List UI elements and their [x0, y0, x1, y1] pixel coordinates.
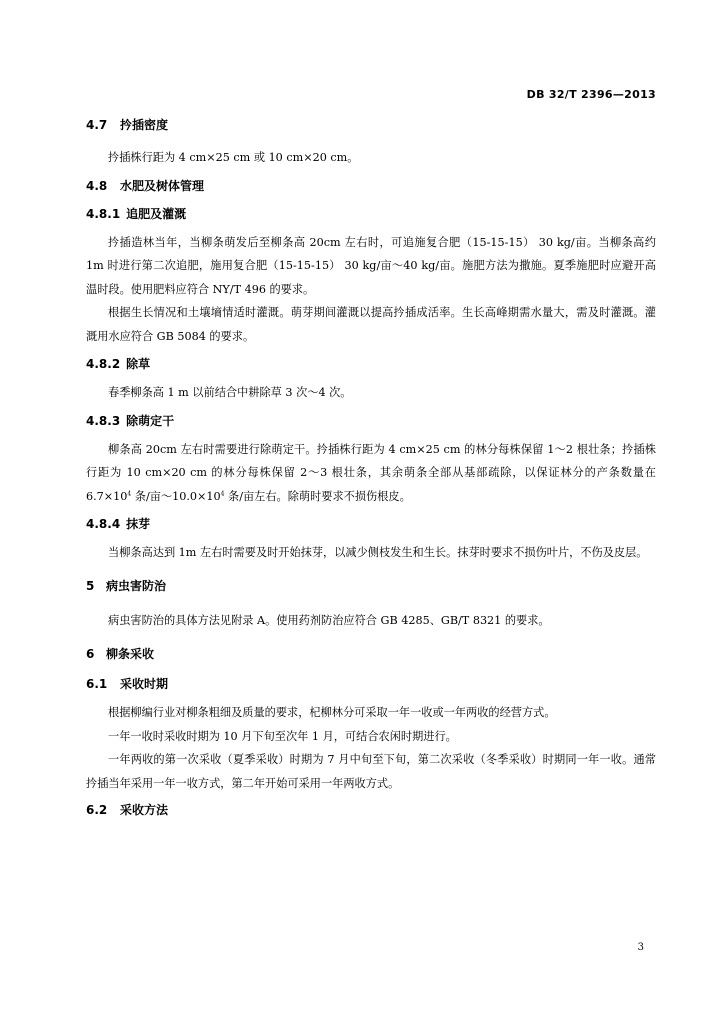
section-title: 病虫害防治: [106, 578, 167, 593]
section-title: 抹芽: [126, 517, 151, 531]
section-number: 4.8.3: [86, 413, 121, 428]
exponent: 4: [127, 489, 132, 497]
section-number: 6.1: [86, 677, 108, 691]
section-heading-6: [86, 645, 656, 663]
section-title: 采收时期: [120, 677, 169, 691]
section-heading-6-1: [86, 675, 656, 693]
paragraph: 病虫害防治的具体方法见附录 A。使用药剂防治应符合 GB 4285、GB/T 8321 的要求。: [108, 613, 550, 627]
paragraph: [86, 438, 656, 509]
section-title: 扲插密度: [120, 118, 169, 132]
section-title: 水肥及树体管理: [120, 178, 205, 193]
section-heading-4-8: [86, 177, 656, 195]
section-heading-4-8-2: [86, 355, 656, 373]
section-number: 6: [86, 647, 95, 661]
section-title: 追肥及灌溉: [126, 206, 187, 221]
paragraph-text: 条/亩左右。除萌时要求不损伤根皮。: [224, 489, 411, 503]
section-number: 5: [86, 578, 95, 593]
page-number: 3: [637, 942, 644, 953]
paragraph: 扲插造林当年，当柳条萌发后至柳条高 20cm 左右时，可追施复合肥（15-15-15） 30 kg/亩。当柳条高约 1m 时进行第二次追肥，施用复合肥（15-15-15） 30 kg/亩～40 kg/亩。施肥方法为撒施。夏季施肥时应避开高温时段。使用肥料应符合 NY/T 496 的要求。: [86, 235, 656, 296]
paragraph-text: 条/亩～10.0×10: [131, 489, 221, 503]
paragraph: 一年一收时采收时期为 10 月下旬至次年 1 月，可结合农闲时期进行。: [108, 729, 457, 743]
section-heading-4-8-3: [86, 412, 656, 430]
section-title: 采收方法: [120, 803, 169, 817]
section-heading-4-8-1: [86, 205, 656, 223]
section-title: 柳条采收: [106, 647, 155, 661]
section-heading-5: [86, 577, 656, 595]
section-number: 6.2: [86, 803, 108, 817]
paragraph: 根据生长情况和土壤墒情适时灌溉。萌芽期间灌溉以提高扲插成活率。生长高峰期需水量大，需及时灌溉。灌溉用水应符合 GB 5084 的要求。: [86, 306, 656, 343]
paragraph: 扲插株行距为 4 cm×25 cm 或 10 cm×20 cm。: [108, 151, 359, 164]
document-body: [86, 116, 656, 819]
section-number: 4.8.2: [86, 357, 121, 371]
section-number: 4.8.4: [86, 517, 121, 531]
section-heading-6-2: [86, 801, 656, 819]
standard-code: DB 32/T 2396—2013: [526, 88, 656, 101]
section-title: 除草: [126, 357, 151, 371]
paragraph: 当柳条高达到 1m 左右时需要及时开始抹芽，以减少侧枝发生和生长。抹芽时要求不损伤叶片，不伤及皮层。: [108, 546, 648, 559]
paragraph: 根据柳编行业对柳条粗细及质量的要求，杞柳林分可采取一年一收或一年两收的经营方式。: [108, 706, 556, 719]
paragraph: 春季柳条高 1 m 以前结合中耕除草 3 次～4 次。: [108, 386, 352, 399]
paragraph: 一年两收的第一次采收（夏季采收）时期为 7 月中旬至下旬，第二次采收（冬季采收）时期同一年一收。通常扲插当年采用一年一收方式，第二年开始可采用一年两收方式。: [86, 753, 656, 790]
section-title: 除萌定干: [126, 413, 175, 428]
exponent: 4: [220, 489, 225, 497]
section-number: 4.8: [86, 178, 108, 193]
section-number: 4.8.1: [86, 206, 121, 221]
section-number: 4.7: [86, 118, 108, 132]
section-heading-4-7: [86, 116, 656, 134]
paragraph-text: 柳条高 20cm 左右时需要进行除萌定干。扲插株行距为 4 cm×25 cm 的林分每株保留 1～2 根壮条；扲插株行距为 10 cm×20 cm 的林分每株保留 2～3 根壮条，其余萌条全部从基部疏除，以保证林分的产条数量在 6.7×10: [86, 442, 656, 503]
section-heading-4-8-4: [86, 515, 656, 533]
